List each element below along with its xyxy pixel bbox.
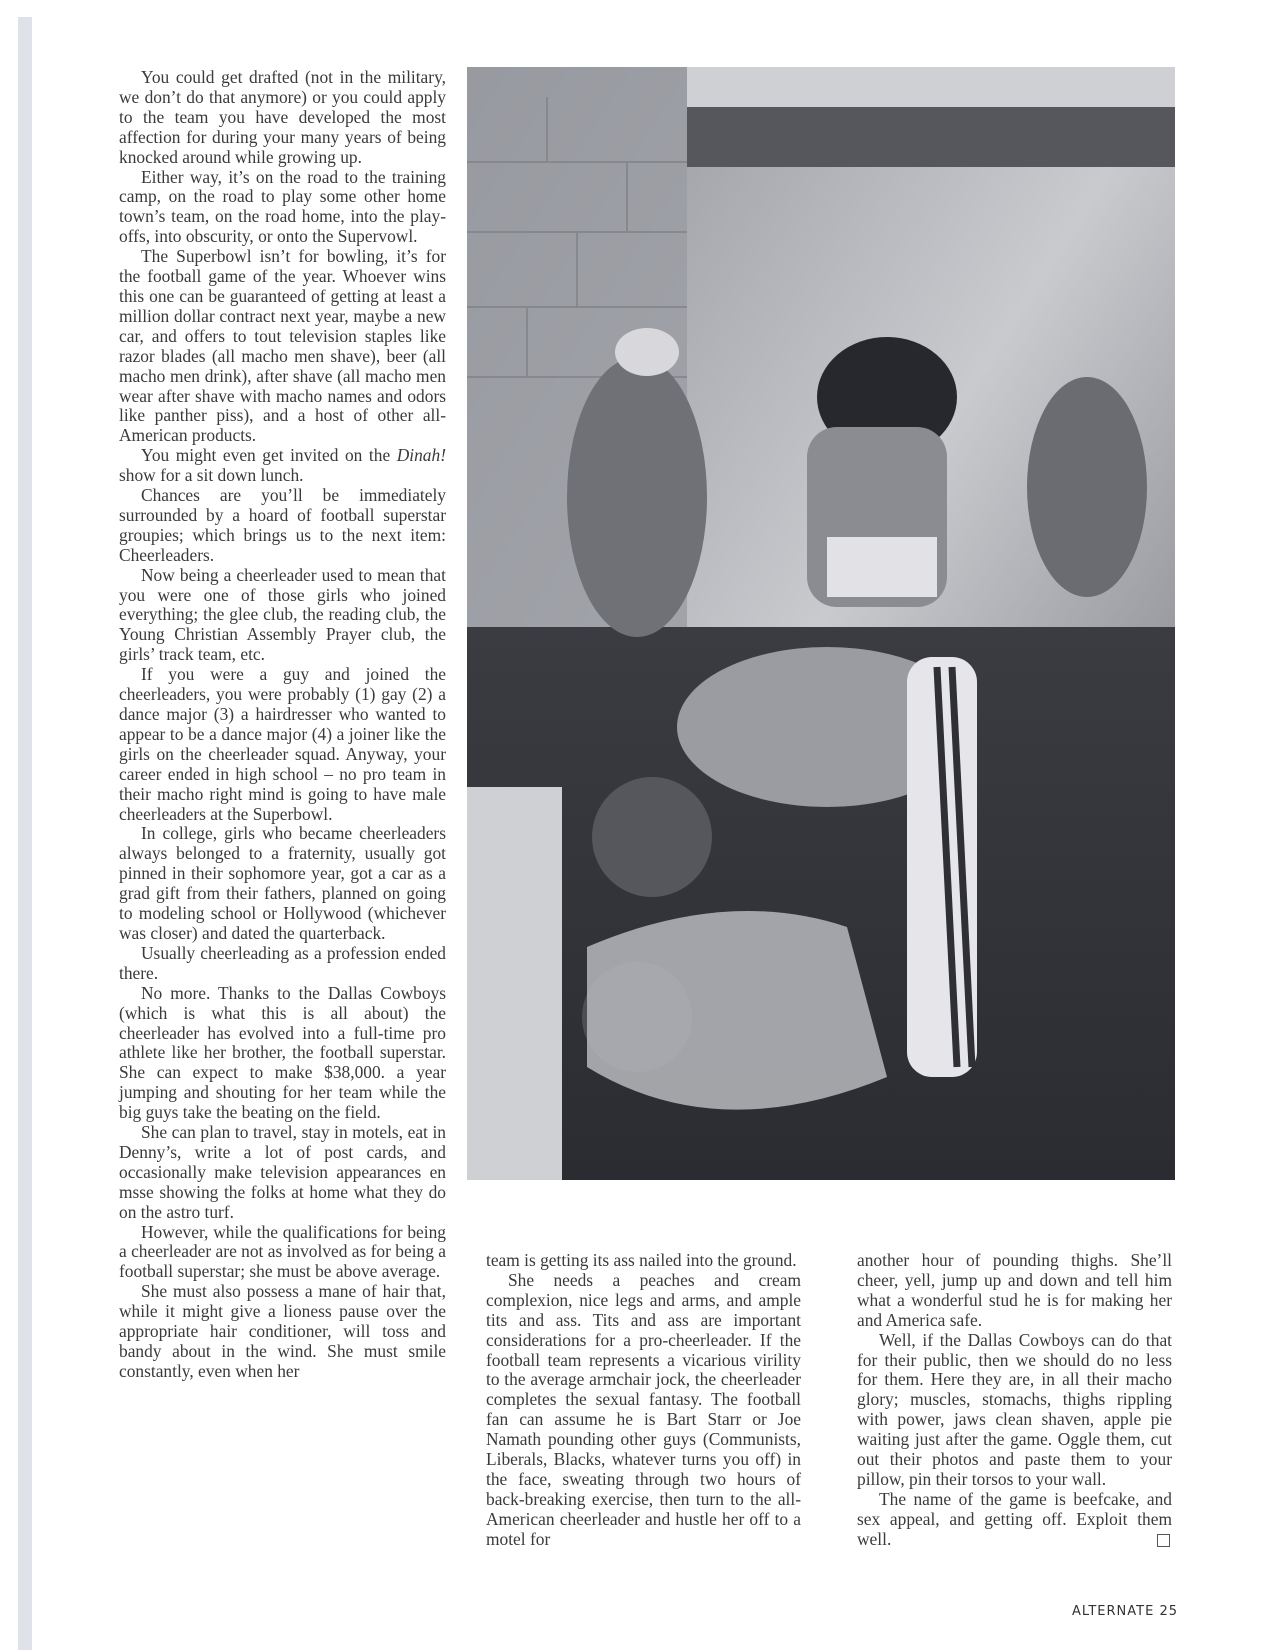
paragraph: Either way, it’s on the road to the training camp, on the road to play some other home town’s team, on the road home, into the play-offs, into obscurity, or onto the Supervowl. xyxy=(119,166,446,247)
player-back xyxy=(567,357,707,637)
text-run: show for a sit down lunch. xyxy=(119,465,304,486)
helmet xyxy=(592,777,712,897)
show-title: Dinah! xyxy=(396,445,446,466)
article-column-2 xyxy=(486,1251,801,1550)
plastic-bag xyxy=(587,911,887,1110)
page-folio: ALTERNATE 25 xyxy=(1072,1604,1178,1619)
ceiling-light xyxy=(687,67,1175,107)
paragraph: No more. Thanks to the Dallas Cowboys (which is what this is all about) the cheerleader has evolved into a full-time pro athlete like her brother, the football superstar. She can expect to make $38,000. a year jumping and shouting for her team while the big guys take the beating on the field. xyxy=(119,982,446,1123)
paragraph: Now being a cheerleader used to mean that you were one of those girls who joined everything; the glee club, the reading club, the Young Christian Assembly Prayer club, the girls’ track team, etc. xyxy=(119,564,446,665)
background-player xyxy=(1027,377,1147,597)
paragraph: She needs a peaches and cream complexion, nice legs and arms, and ample tits and ass. Tits and ass are important considerations for a pro-cheerleader. If the football team represents a vicarious virility to the average armchair jock, the cheerleader completes the sexual fantasy. The football fan can assume he is Bart Starr or Joe Namath pounding other guys (Communists, Liberals, Blacks, whatever turns you off) in the face, sweating through two hours of back-breaking exercise, then turn to the all-American cheerleader and hustle her off to a motel for xyxy=(486,1269,801,1549)
hat xyxy=(615,328,679,376)
scan-gutter-strip xyxy=(18,17,32,1650)
article-column-1 xyxy=(119,68,446,1382)
player-pants xyxy=(827,537,937,597)
paragraph: If you were a guy and joined the cheerleaders, you were probably (1) gay (2) a dance major (3) a hairdresser who wanted to appear to be a dance major (4) a joiner like the girls on the cheerleader squad. Anyway, your career ended in high school – no pro team in their macho right mind is going to have male cheerleaders at the Superbowl. xyxy=(119,664,446,824)
paragraph: In college, girls who became cheerleaders always belonged to a fraternity, usually got pinned in their sophomore year, got a car as a grad gift from their fathers, planned on going to modeling school or Hollywood (whichever was closer) and dated the quarterback. xyxy=(119,823,446,943)
locker-room-photo xyxy=(467,67,1175,1180)
paragraph: You could get drafted (not in the military, we don’t do that anymore) or you could apply to the team you have developed the most affection for during your many years of being knocked around while growing up. xyxy=(119,67,446,167)
paragraph: team is getting its ass nailed into the ground. xyxy=(486,1250,797,1270)
photo-illustration xyxy=(467,67,1175,1180)
paragraph: She must also possess a mane of hair that, while it might give a lioness pause over the appropriate hair conditioner, will toss and bandy about in the wind. She must smile constantly, even when her xyxy=(119,1281,446,1381)
paragraph xyxy=(119,446,446,486)
paragraph: The Superbowl isn’t for bowling, it’s for the football game of the year. Whoever wins this one can be guaranteed of getting at least a million dollar contract next year, maybe a new car, and offers to tout television staples like razor blades (all macho men shave), beer (all macho men drink), after shave (all macho men wear after shave with macho names and odors like panther piss), and a host of other all-American products. xyxy=(119,246,446,446)
end-of-article-square-icon xyxy=(1157,1534,1170,1547)
bin xyxy=(467,787,562,1180)
paragraph: another hour of pounding thighs. She’ll cheer, yell, jump up and down and tell him what a wonderful stud he is for making her and America safe. xyxy=(857,1250,1172,1330)
text-run: The name of the game is beefcake, and sex appeal, and getting off. Exploit them well. xyxy=(857,1488,1172,1549)
paragraph: However, while the qualifications for being a cheerleader are not as involved as for being a football superstar; she must be above average. xyxy=(119,1221,446,1282)
paragraph: Well, if the Dallas Cowboys can do that for their public, then we should do no less for them. Here they are, in all their macho glory; muscles, stomachs, thighs rippling with power, jaws clean shaven, apple pie waiting just after the game. Oggle them, cut out their photos and paste them to your pillow, pin their torsos to your wall. xyxy=(857,1329,1172,1489)
paragraph xyxy=(857,1490,1172,1550)
article-column-3 xyxy=(857,1251,1172,1550)
text-run: You might even get invited on the xyxy=(141,445,397,466)
ceiling-shadow xyxy=(687,107,1175,167)
paragraph: She can plan to travel, stay in motels, eat in Denny’s, write a lot of post cards, and occasionally make television appearances en msse showing the folks at home what they do on the astro turf. xyxy=(119,1122,446,1222)
paragraph: Usually cheerleading as a profession ended there. xyxy=(119,942,446,983)
paragraph: Chances are you’ll be immediately surrounded by a hoard of football superstar groupies; which brings us to the next item: Cheerleaders. xyxy=(119,485,446,565)
